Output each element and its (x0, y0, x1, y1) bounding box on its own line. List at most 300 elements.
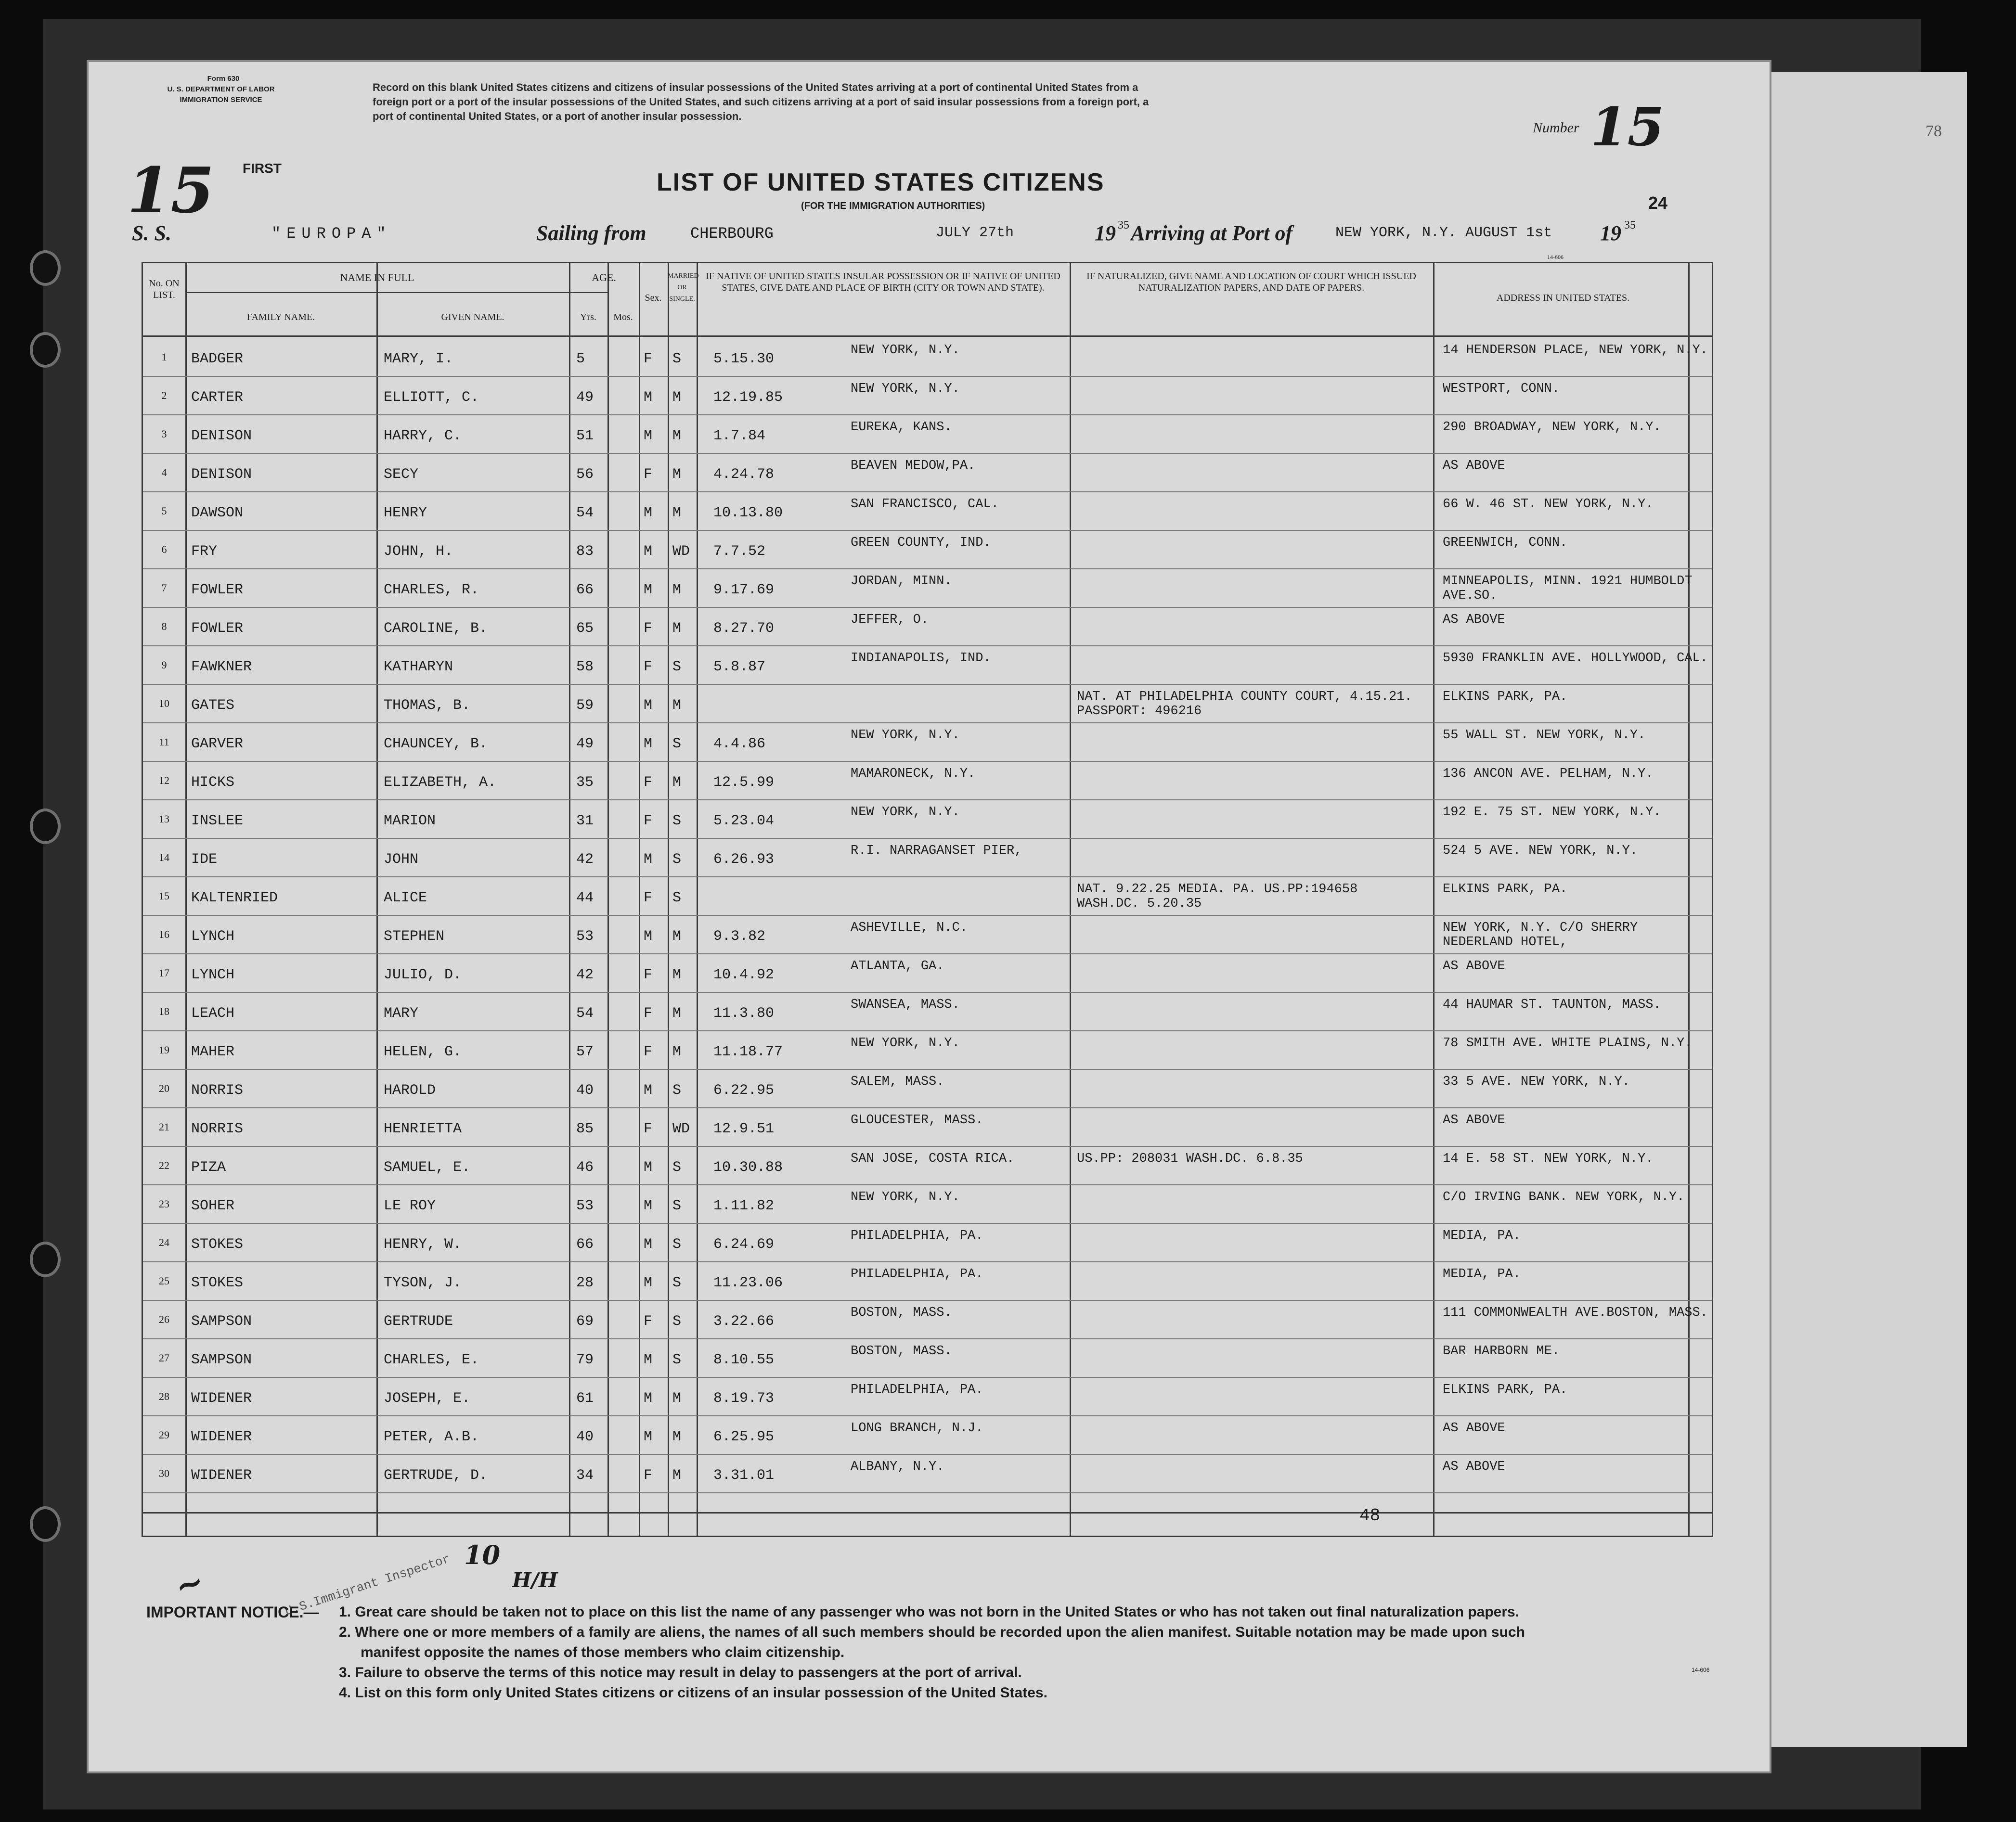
cell-date: 6.22.95 (713, 1082, 775, 1099)
cell-given: SAMUEL, E. (384, 1159, 471, 1176)
cell-given: ALICE (384, 890, 427, 906)
cell-family: BADGER (191, 351, 244, 367)
punch-hole (30, 332, 61, 368)
row-divider (143, 1030, 1712, 1031)
cell-family: MAHER (191, 1044, 235, 1060)
cell-place: NEW YORK, N.Y. (851, 382, 960, 396)
cell-addr: 5930 FRANKLIN AVE. HOLLYWOOD, CAL. (1443, 651, 1708, 666)
cell-place: BOSTON, MASS. (851, 1344, 952, 1359)
cell-date: 12.19.85 (713, 389, 783, 406)
cell-sex: F (644, 1005, 653, 1022)
cell-family: STOKES (191, 1236, 244, 1253)
service-line: IMMIGRATION SERVICE (180, 96, 262, 104)
row-divider (143, 876, 1712, 877)
cell-ms: M (672, 1390, 682, 1407)
cell-given: MARY, I. (384, 351, 453, 367)
row-divider (143, 568, 1712, 569)
cell-no: 2 (161, 389, 167, 401)
cell-family: WIDENER (191, 1390, 252, 1407)
cell-date: 5.23.04 (713, 813, 775, 829)
cell-ms: M (672, 1429, 682, 1445)
cell-date: 9.17.69 (713, 582, 775, 598)
cell-sex: F (644, 774, 653, 791)
cell-family: FOWLER (191, 620, 244, 637)
cell-ms: M (672, 620, 682, 637)
cell-no: 29 (159, 1429, 169, 1441)
cell-addr: AS ABOVE (1443, 1113, 1505, 1128)
cell-given: GERTRUDE (384, 1313, 453, 1330)
notice-item-3: 3. Failure to observe the terms of this notice may result in delay to passengers at the port of arrival. (339, 1665, 1022, 1681)
cell-sex: F (644, 1044, 653, 1060)
cell-given: TYSON, J. (384, 1275, 462, 1291)
cell-age: 49 (576, 389, 594, 406)
row-divider (143, 530, 1712, 531)
page-total: 48 (1359, 1506, 1381, 1526)
cell-given: STEPHEN (384, 928, 445, 945)
punch-hole (30, 1242, 61, 1277)
cell-family: DENISON (191, 428, 252, 444)
cell-ms: M (672, 1044, 682, 1060)
cell-ms: S (672, 1082, 682, 1099)
instructions-line-1: Record on this blank United States citizens and citizens of insular possessions of the United States arriving at a port of continental United States from a (373, 81, 1138, 93)
cell-addr: MEDIA, PA. (1443, 1229, 1521, 1243)
header-married-single: MARRIED OR SINGLE. (668, 272, 699, 303)
cell-addr: WESTPORT, CONN. (1443, 382, 1560, 396)
header-given-name: GIVEN NAME. (441, 312, 504, 322)
notice-item-2: 2. Where one or more members of a family are aliens, the names of all such members should be recorded upon the alien manifest. Suitable notation may be made upon such (339, 1624, 1525, 1640)
cell-date: 9.3.82 (713, 928, 766, 945)
cell-addr: 14 E. 58 ST. NEW YORK, N.Y. (1443, 1152, 1654, 1166)
cell-no: 13 (159, 813, 169, 825)
cell-age: 46 (576, 1159, 594, 1176)
number-label: Number (1533, 120, 1579, 136)
arriving-label: Arriving at Port of (1131, 221, 1293, 245)
cell-addr: BAR HARBORN ME. (1443, 1344, 1560, 1359)
cell-age: 5 (576, 351, 585, 367)
cell-given: LE ROY (384, 1198, 436, 1214)
cell-addr: 524 5 AVE. NEW YORK, N.Y. (1443, 844, 1638, 858)
punch-hole (30, 1506, 61, 1542)
cell-sex: F (644, 1121, 653, 1137)
cell-place: ATLANTA, GA. (851, 959, 944, 974)
cell-sex: F (644, 890, 653, 906)
cell-age: 56 (576, 466, 594, 483)
cell-given: HELEN, G. (384, 1044, 462, 1060)
header-months: Mos. (613, 312, 633, 322)
cell-given: KATHARYN (384, 659, 453, 675)
cell-age: 40 (576, 1429, 594, 1445)
cell-addr: 66 W. 46 ST. NEW YORK, N.Y. (1443, 497, 1654, 512)
cell-age: 53 (576, 1198, 594, 1214)
cell-addr: MEDIA, PA. (1443, 1267, 1521, 1282)
cell-sex: M (644, 1198, 653, 1214)
cell-addr: ELKINS PARK, PA. (1443, 1383, 1568, 1397)
cell-given: PETER, A.B. (384, 1429, 479, 1445)
cell-addr: GREENWICH, CONN. (1443, 536, 1568, 550)
notice-item-4: 4. List on this form only United States citizens or citizens of an insular possession of the United States. (339, 1685, 1047, 1701)
cell-place: NEW YORK, N.Y. (851, 728, 960, 743)
cell-sex: M (644, 1236, 653, 1253)
cell-family: IDE (191, 851, 218, 868)
cell-ms: M (672, 466, 682, 483)
cell-ms: S (672, 659, 682, 675)
cell-age: 79 (576, 1352, 594, 1368)
cell-nat: US.PP: 208031 WASH.DC. 6.8.35 (1077, 1152, 1303, 1166)
row-divider (143, 1261, 1712, 1262)
sheet-number: 15 (127, 154, 214, 227)
cell-age: 44 (576, 890, 594, 906)
cell-given: GERTRUDE, D. (384, 1467, 488, 1484)
hand-letters: H/H (512, 1568, 558, 1592)
instructions-line-2: foreign port or a port of the insular possessions of the United States, and such citizens arriving at a port of said insular possessions from a foreign port, a (373, 96, 1149, 108)
cell-given: CAROLINE, B. (384, 620, 488, 637)
cell-place: NEW YORK, N.Y. (851, 343, 960, 358)
header-naturalized: IF NATURALIZED, GIVE NAME AND LOCATION OF COURT WHICH ISSUED NATURALIZATION PAPERS, AND DATE OF PAPERS. (1086, 271, 1416, 293)
cell-age: 49 (576, 736, 594, 752)
row-divider (143, 1300, 1712, 1301)
row-divider (143, 1415, 1712, 1416)
page-title: LIST OF UNITED STATES CITIZENS (657, 168, 1105, 196)
cell-ms: S (672, 1198, 682, 1214)
row-divider (143, 761, 1712, 762)
cell-ms: S (672, 851, 682, 868)
cell-date: 5.8.87 (713, 659, 766, 675)
cell-sex: M (644, 1159, 653, 1176)
cell-given: JOHN, H. (384, 543, 453, 560)
cell-family: KALTENRIED (191, 890, 278, 906)
cell-addr: ELKINS PARK, PA. (1443, 690, 1568, 704)
cell-given: HENRY, W. (384, 1236, 462, 1253)
cell-sex: F (644, 1467, 653, 1484)
cell-date: 12.5.99 (713, 774, 775, 791)
cell-date: 1.7.84 (713, 428, 766, 444)
cell-no: 16 (159, 928, 169, 940)
cell-addr: 14 HENDERSON PLACE, NEW YORK, N.Y. (1443, 343, 1708, 358)
cell-addr: 33 5 AVE. NEW YORK, N.Y. (1443, 1075, 1630, 1089)
department-line: U. S. DEPARTMENT OF LABOR (167, 85, 275, 93)
cell-no: 25 (159, 1275, 169, 1287)
instructions-line-3: port of continental United States, or a port of another insular possession. (373, 110, 742, 122)
cell-ms: S (672, 736, 682, 752)
cell-age: 69 (576, 1313, 594, 1330)
cell-age: 66 (576, 1236, 594, 1253)
cell-age: 28 (576, 1275, 594, 1291)
cell-ms: S (672, 890, 682, 906)
cell-family: FOWLER (191, 582, 244, 598)
cell-place: SWANSEA, MASS. (851, 998, 960, 1012)
cell-no: 24 (159, 1236, 169, 1248)
cell-addr: 192 E. 75 ST. NEW YORK, N.Y. (1443, 805, 1661, 820)
cell-age: 40 (576, 1082, 594, 1099)
cell-age: 54 (576, 1005, 594, 1022)
row-divider (143, 1492, 1712, 1493)
header-years: Yrs. (580, 312, 596, 322)
cell-no: 26 (159, 1313, 169, 1325)
cell-no: 3 (161, 428, 167, 440)
cell-sex: M (644, 851, 653, 868)
cell-family: GARVER (191, 736, 244, 752)
cell-addr: 78 SMITH AVE. WHITE PLAINS, N.Y. (1443, 1036, 1693, 1051)
cell-given: HENRY (384, 505, 427, 521)
sailing-port: CHERBOURG (690, 225, 774, 243)
cell-place: PHILADELPHIA, PA. (851, 1267, 983, 1282)
header-birth: IF NATIVE OF UNITED STATES INSULAR POSSESSION OR IF NATIVE OF UNITED STATES, GIVE DATE AND PLACE OF BIRTH (CITY OR TOWN AND STATE). (706, 271, 1060, 293)
cell-addr: 111 COMMONWEALTH AVE.BOSTON, MASS. (1443, 1306, 1708, 1320)
cell-sex: F (644, 620, 653, 637)
cell-ms: M (672, 389, 682, 406)
row-divider (143, 1069, 1712, 1070)
cell-sex: M (644, 505, 653, 521)
header-address: ADDRESS IN UNITED STATES. (1496, 293, 1630, 303)
cell-family: SOHER (191, 1198, 235, 1214)
cell-place: EUREKA, KANS. (851, 420, 952, 435)
cell-addr: 290 BROADWAY, NEW YORK, N.Y. (1443, 420, 1661, 435)
cell-sex: M (644, 1352, 653, 1368)
cell-no: 9 (161, 659, 167, 671)
cell-no: 19 (159, 1044, 169, 1056)
row-divider (143, 799, 1712, 800)
header-family-name: FAMILY NAME. (246, 312, 315, 322)
cell-family: CARTER (191, 389, 244, 406)
cell-family: STOKES (191, 1275, 244, 1291)
cell-family: PIZA (191, 1159, 226, 1176)
cell-date: 5.15.30 (713, 351, 775, 367)
cell-place: JEFFER, O. (851, 613, 929, 627)
inspector-stamp: U.S.Immigrant Inspector (283, 1552, 452, 1619)
cell-given: ELIZABETH, A. (384, 774, 497, 791)
cell-family: LYNCH (191, 967, 235, 983)
sailing-date: JULY 27th (936, 225, 1014, 241)
cell-date: 11.3.80 (713, 1005, 775, 1022)
cell-date: 12.9.51 (713, 1121, 775, 1137)
cell-place: SALEM, MASS. (851, 1075, 944, 1089)
row-divider (143, 1107, 1712, 1108)
cell-no: 14 (159, 851, 169, 863)
cell-family: DAWSON (191, 505, 244, 521)
cell-date: 4.4.86 (713, 736, 766, 752)
row-divider (143, 1146, 1712, 1147)
cell-ms: M (672, 505, 682, 521)
cell-age: 31 (576, 813, 594, 829)
cell-given: HARRY, C. (384, 428, 462, 444)
cell-place: GLOUCESTER, MASS. (851, 1113, 983, 1128)
row-divider (143, 645, 1712, 646)
cell-sex: F (644, 466, 653, 483)
cell-ms: M (672, 774, 682, 791)
header-no: No. ON LIST. (149, 278, 180, 300)
cell-place: LONG BRANCH, N.J. (851, 1421, 983, 1436)
row-divider (143, 607, 1712, 608)
cell-family: SAMPSON (191, 1352, 252, 1368)
ship-name: "EUROPA" (271, 225, 392, 243)
cell-date: 3.31.01 (713, 1467, 775, 1484)
cell-given: JOHN (384, 851, 419, 868)
cell-family: FAWKNER (191, 659, 252, 675)
cell-family: LYNCH (191, 928, 235, 945)
row-divider (143, 414, 1712, 415)
cell-age: 58 (576, 659, 594, 675)
cell-sex: M (644, 582, 653, 598)
cell-place: SAN JOSE, COSTA RICA. (851, 1152, 1015, 1166)
notice-item-2-cont: manifest opposite the names of those members who claim citizenship. (361, 1644, 845, 1660)
cell-date: 1.11.82 (713, 1198, 775, 1214)
number-value: 15 (1590, 96, 1665, 158)
cell-family: WIDENER (191, 1429, 252, 1445)
cell-sex: M (644, 697, 653, 714)
cell-given: JULIO, D. (384, 967, 462, 983)
notice-heading: IMPORTANT NOTICE.— (146, 1604, 319, 1621)
row-divider (143, 915, 1712, 916)
cell-family: WIDENER (191, 1467, 252, 1484)
cell-ms: M (672, 1467, 682, 1484)
print-code: 14-606 (1547, 254, 1564, 260)
cell-sex: M (644, 428, 653, 444)
cell-age: 61 (576, 1390, 594, 1407)
cell-sex: F (644, 967, 653, 983)
cell-date: 8.10.55 (713, 1352, 775, 1368)
cell-no: 6 (161, 543, 167, 555)
cell-addr: AS ABOVE (1443, 959, 1505, 974)
cell-nat: NAT. AT PHILADELPHIA COUNTY COURT, 4.15.21. PASSPORT: 496216 (1077, 690, 1412, 719)
cell-date: 10.13.80 (713, 505, 783, 521)
header-sex: Sex. (645, 293, 662, 303)
cell-place: BEAVEN MEDOW,PA. (851, 459, 976, 473)
cell-given: MARION (384, 813, 436, 829)
cell-no: 20 (159, 1082, 169, 1094)
cell-date: 8.19.73 (713, 1390, 775, 1407)
row-divider (143, 838, 1712, 839)
arrival-year: 35 (1624, 219, 1636, 231)
cell-addr: AS ABOVE (1443, 613, 1505, 627)
cell-ms: WD (672, 543, 690, 560)
cell-no: 1 (161, 351, 167, 363)
cell-sex: M (644, 1390, 653, 1407)
cell-no: 17 (159, 967, 169, 979)
cell-family: FRY (191, 543, 218, 560)
sailing-label: Sailing from (536, 221, 646, 245)
cell-given: CHARLES, E. (384, 1352, 479, 1368)
cell-no: 30 (159, 1467, 169, 1479)
row-divider (143, 1338, 1712, 1339)
cell-given: CHAUNCEY, B. (384, 736, 488, 752)
cell-date: 6.24.69 (713, 1236, 775, 1253)
cell-sex: M (644, 736, 653, 752)
cell-ms: S (672, 1352, 682, 1368)
cell-ms: S (672, 813, 682, 829)
cell-date: 7.7.52 (713, 543, 766, 560)
cell-no: 23 (159, 1198, 169, 1210)
cell-date: 6.25.95 (713, 1429, 775, 1445)
row-divider (143, 722, 1712, 723)
cell-addr: C/O IRVING BANK. NEW YORK, N.Y. (1443, 1190, 1685, 1205)
arrival-port: NEW YORK, N.Y. AUGUST 1st (1335, 225, 1552, 241)
cell-ms: M (672, 697, 682, 714)
row-divider (143, 376, 1712, 377)
cell-age: 42 (576, 851, 594, 868)
punch-hole (30, 808, 61, 844)
cell-family: NORRIS (191, 1082, 244, 1099)
cell-sex: M (644, 543, 653, 560)
cell-no: 5 (161, 505, 167, 517)
row-divider (143, 1377, 1712, 1378)
year-prefix: 19 (1095, 221, 1116, 245)
cell-ms: WD (672, 1121, 690, 1137)
row-divider (143, 453, 1712, 454)
cell-given: THOMAS, B. (384, 697, 471, 714)
row-divider (143, 1184, 1712, 1185)
passenger-table (142, 262, 1713, 1537)
cell-no: 11 (159, 736, 169, 748)
cell-family: NORRIS (191, 1121, 244, 1137)
cell-date: 4.24.78 (713, 466, 775, 483)
cell-ms: S (672, 1313, 682, 1330)
cell-no: 4 (161, 466, 167, 478)
year-prefix: 19 (1600, 221, 1621, 245)
page-subtitle: (FOR THE IMMIGRATION AUTHORITIES) (801, 201, 985, 211)
row-divider (143, 953, 1712, 954)
cell-ms: S (672, 1275, 682, 1291)
cell-nat: NAT. 9.22.25 MEDIA. PA. US.PP:194658 WASH.DC. 5.20.35 (1077, 882, 1358, 911)
corner-mark: 24 (1648, 193, 1668, 213)
cell-place: INDIANAPOLIS, IND. (851, 651, 991, 666)
cell-place: R.I. NARRAGANSET PIER, (851, 844, 1022, 858)
cell-place: ASHEVILLE, N.C. (851, 921, 968, 935)
cell-addr: MINNEAPOLIS, MINN. 1921 HUMBOLDT AVE.SO. (1443, 574, 1693, 603)
cell-given: SECY (384, 466, 419, 483)
cell-ms: M (672, 582, 682, 598)
cell-addr: AS ABOVE (1443, 459, 1505, 473)
cell-age: 65 (576, 620, 594, 637)
cell-addr: 44 HAUMAR ST. TAUNTON, MASS. (1443, 998, 1661, 1012)
punch-hole (30, 250, 61, 286)
cell-family: INSLEE (191, 813, 244, 829)
cell-no: 12 (159, 774, 169, 786)
cell-ms: M (672, 928, 682, 945)
cell-given: HAROLD (384, 1082, 436, 1099)
row-divider (143, 1454, 1712, 1455)
cell-sex: F (644, 351, 653, 367)
cell-given: CHARLES, R. (384, 582, 479, 598)
cell-age: 51 (576, 428, 594, 444)
cell-date: 3.22.66 (713, 1313, 775, 1330)
cell-date: 11.23.06 (713, 1275, 783, 1291)
cell-given: JOSEPH, E. (384, 1390, 471, 1407)
cell-age: 83 (576, 543, 594, 560)
cell-age: 35 (576, 774, 594, 791)
cell-no: 7 (161, 582, 167, 594)
cell-no: 8 (161, 620, 167, 632)
row-divider (143, 1223, 1712, 1224)
cell-no: 27 (159, 1352, 169, 1364)
cell-place: PHILADELPHIA, PA. (851, 1229, 983, 1243)
cell-no: 21 (159, 1121, 169, 1133)
cell-ms: S (672, 1236, 682, 1253)
cell-date: 6.26.93 (713, 851, 775, 868)
cell-age: 54 (576, 505, 594, 521)
cell-date: 10.4.92 (713, 967, 775, 983)
manifest-sheet (87, 60, 1771, 1773)
cell-place: SAN FRANCISCO, CAL. (851, 497, 999, 512)
cell-given: HENRIETTA (384, 1121, 462, 1137)
cell-sex: M (644, 928, 653, 945)
cell-ms: M (672, 428, 682, 444)
class-label: FIRST (243, 161, 282, 176)
row-divider (143, 684, 1712, 685)
cell-addr: ELKINS PARK, PA. (1443, 882, 1568, 897)
notice-item-1: 1. Great care should be taken not to place on this list the name of any passenger who was not born in the United States or who has not taken out final naturalization papers. (339, 1604, 1520, 1620)
cell-sex: M (644, 1429, 653, 1445)
cell-place: NEW YORK, N.Y. (851, 1190, 960, 1205)
